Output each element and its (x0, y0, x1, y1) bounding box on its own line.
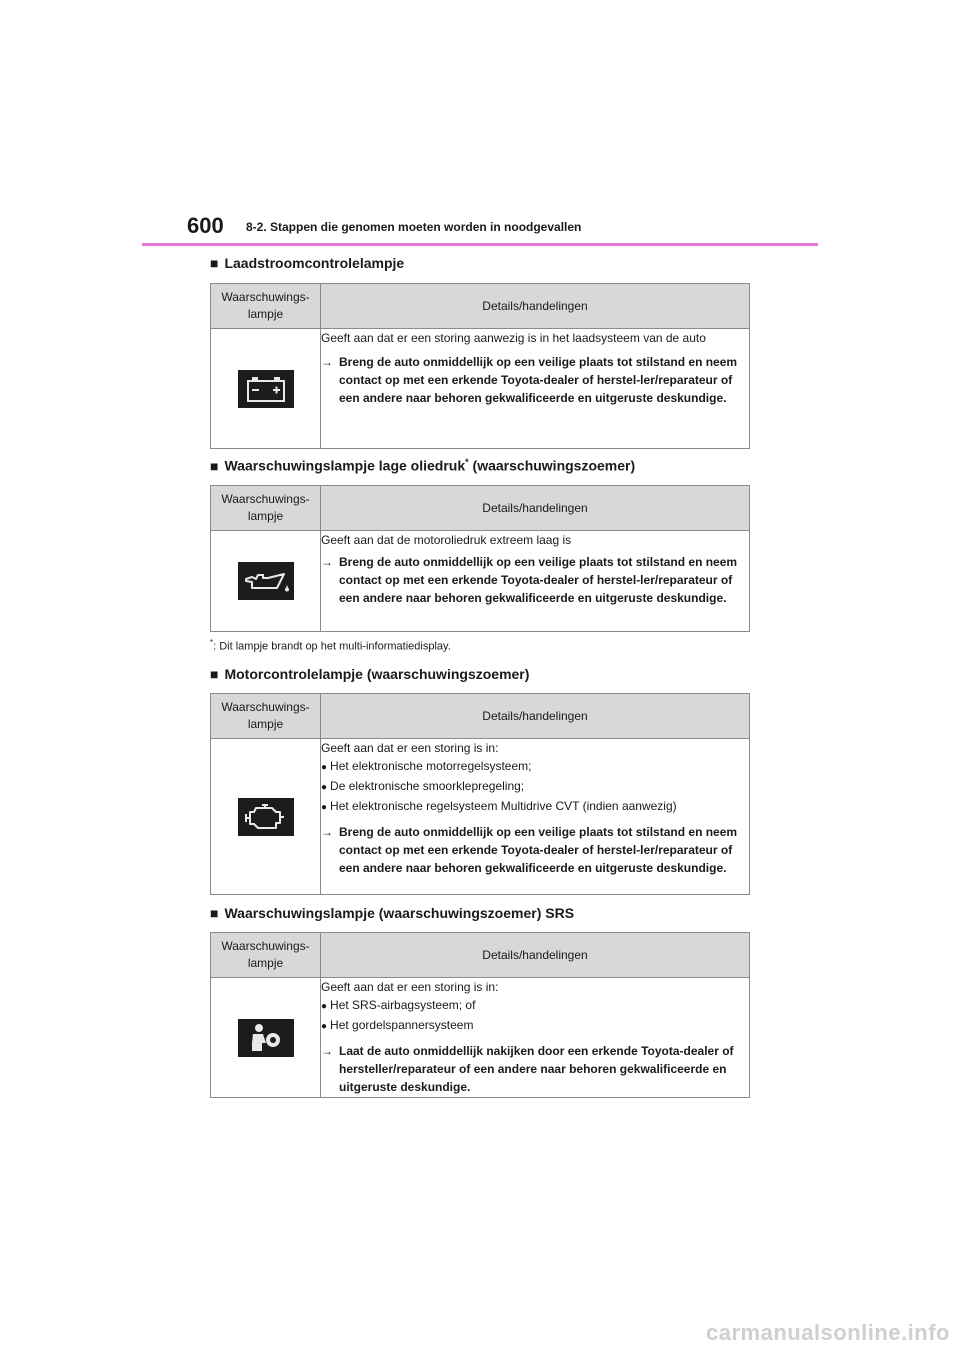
heading-square-icon: ■ (210, 905, 219, 921)
detail-text: Geeft aan dat er een storing is in: (321, 980, 499, 994)
list-item: ● Het gordelspannersysteem (321, 1016, 749, 1036)
list-item: ● Het elektronische motorregelsysteem; (321, 757, 749, 777)
warning-table-engine (210, 693, 750, 895)
heading-square-icon: ■ (210, 666, 219, 682)
heading-square-icon: ■ (210, 457, 219, 474)
arrow-icon: → (321, 1044, 333, 1058)
section-heading-engine: ■ Motorcontrolelampje (waarschuwingszoemer) (210, 666, 530, 682)
detail-text: Geeft aan dat er een storing aanwezig is in het laadsysteem van de auto (321, 331, 706, 345)
header-rule (142, 243, 818, 246)
warning-table-srs (210, 932, 750, 1098)
action-instruction: → Breng de auto onmiddellijk op een veilige plaats tot stilstand en neem contact op met een erkende Toyota-dealer of herstel-ler/reparateur of een andere naar behoren gekwalificeerde en uitgeruste deskundige. (321, 825, 738, 875)
list-item: ● De elektronische smoorklepregeling; (321, 777, 749, 797)
arrow-icon: → (321, 555, 333, 569)
arrow-icon: → (321, 825, 333, 839)
column-header-lamp: Waarschuwings-lampje (211, 486, 321, 531)
page-number: 600 (187, 213, 224, 238)
watermark: carmanualsonline.info (706, 1320, 950, 1345)
detail-text: Geeft aan dat er een storing is in: (321, 741, 499, 755)
section-heading-oil: ■ Waarschuwingslampje lage oliedruk* (waarschuwingszoemer) (210, 457, 636, 474)
arrow-icon: → (321, 355, 333, 369)
column-header-details: Details/handelingen (321, 486, 750, 531)
heading-square-icon: ■ (210, 255, 219, 271)
action-instruction: → Breng de auto onmiddellijk op een veilige plaats tot stilstand en neem contact op met een erkende Toyota-dealer of herstel-ler/reparateur of een andere naar behoren gekwalificeerde en uitgeruste deskundige. (321, 555, 738, 605)
column-header-lamp: Waarschuwings-lampje (211, 933, 321, 978)
column-header-lamp: Waarschuwings-lampje (211, 284, 321, 329)
oil-pressure-icon (238, 562, 294, 600)
section-heading-charge: ■ Laadstroomcontrolelampje (210, 255, 405, 271)
detail-text: Geeft aan dat de motoroliedruk extreem laag is (321, 533, 572, 547)
section-heading-srs: ■ Waarschuwingslampje (waarschuwingszoemer) SRS (210, 905, 575, 921)
column-header-details: Details/handelingen (321, 284, 750, 329)
column-header-lamp: Waarschuwings-lampje (211, 694, 321, 739)
chapter-title: 8-2. Stappen die genomen moeten worden in noodgevallen (246, 220, 582, 234)
column-header-details: Details/handelingen (321, 933, 750, 978)
list-item: ● Het SRS-airbagsysteem; of (321, 996, 749, 1016)
warning-table-charge (210, 283, 750, 449)
footnote: *: Dit lampje brandt op het multi-informatiedisplay. (210, 638, 451, 653)
srs-airbag-icon (238, 1019, 294, 1057)
warning-table-oil (210, 485, 750, 632)
battery-charge-icon (238, 370, 294, 408)
action-instruction: → Laat de auto onmiddellijk nakijken door een erkende Toyota-dealer of hersteller/reparateur of een andere naar behoren gekwalificeerde en uitgeruste deskundige. (321, 1044, 734, 1094)
check-engine-icon (238, 798, 294, 836)
column-header-details: Details/handelingen (321, 694, 750, 739)
list-item: ● Het elektronische regelsysteem Multidrive CVT (indien aanwezig) (321, 797, 749, 817)
action-instruction: → Breng de auto onmiddellijk op een veilige plaats tot stilstand en neem contact op met een erkende Toyota-dealer of herstel-ler/reparateur of een andere naar behoren gekwalificeerde en uitgeruste deskundige. (321, 355, 738, 405)
